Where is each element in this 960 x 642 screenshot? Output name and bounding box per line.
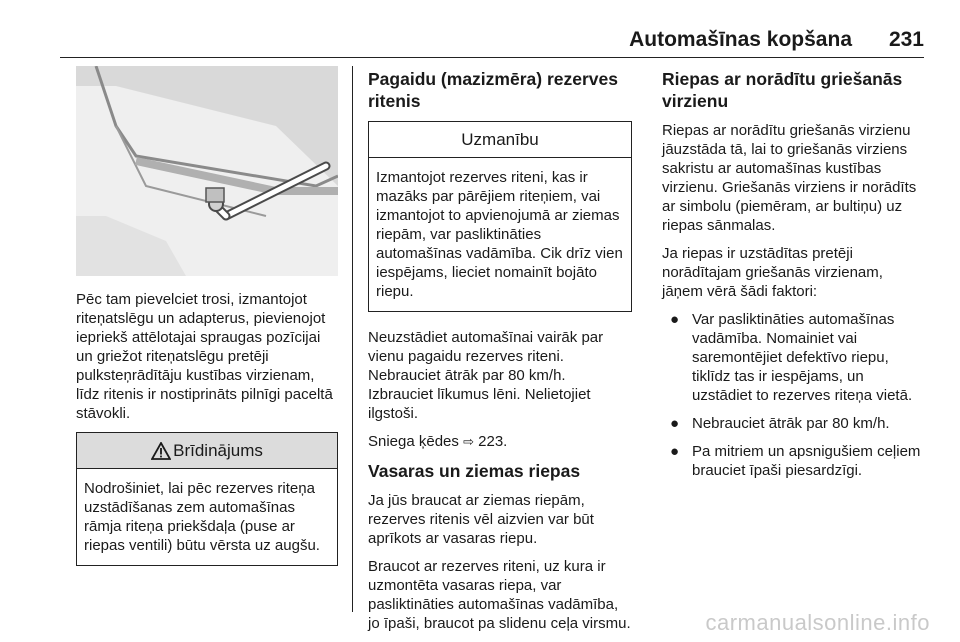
spare-wheel-instructions: Neuzstādiet automašīnai vairāk par vienu pagaidu rezerves riteni. Nebrauciet ātrāk par 80 km/h. Izbrauciet līkumus lēni. Nelietojiet ilgstoši. bbox=[368, 329, 604, 422]
column-middle bbox=[368, 66, 632, 642]
page-title: Automašīnas kopšana bbox=[629, 28, 852, 51]
bullet-icon: ● bbox=[670, 443, 680, 460]
bullet-icon: ● bbox=[670, 415, 680, 432]
page-ref-arrow-icon: ⇨ bbox=[463, 434, 474, 449]
warning-box-title: Brīdinājums bbox=[173, 440, 263, 460]
section-heading-summer-winter: Vasaras un ziemas riepas bbox=[368, 461, 581, 481]
caution-box-text: Izmantojot rezerves riteni, kas ir mazāks par pārējiem riteņiem, vai izmantojot to apvienojumā ar ziemas riepām, var pasliktināties automašīnas vadāmība. Cik drīz vien iespējams, lieciet nomainīt bojāto riepu. bbox=[376, 169, 623, 300]
warning-box-text: Nodrošiniet, lai pēc rezerves riteņa uzstādīšanas zem automašīnas rāmja riteņa priekšdaļa (puse ar riepas ventili) būtu vērsta uz augšu. bbox=[84, 480, 320, 554]
section-heading-directional-tyres: Riepas ar norādītu griešanās virzienu bbox=[662, 69, 903, 111]
watermark: carmanualsonline.info bbox=[705, 610, 930, 635]
caution-box-header: Uzmanību bbox=[369, 122, 631, 158]
warning-box bbox=[76, 432, 338, 566]
page-header bbox=[60, 22, 924, 58]
directional-tyres-list bbox=[662, 310, 926, 480]
header-rule bbox=[60, 57, 924, 58]
list-item: ● Pa mitriem un apsnigušiem ceļiem brauciet īpaši piesardzīgi. bbox=[670, 443, 921, 479]
warning-box-header bbox=[77, 433, 337, 469]
summer-winter-text-1: Ja jūs braucat ar ziemas riepām, rezerves ritenis vēl aizvien var būt aprīkots ar vasaras riepu. bbox=[368, 492, 594, 547]
snow-chains-label: Sniega ķēdes bbox=[368, 433, 459, 450]
column-right bbox=[662, 66, 926, 489]
warning-triangle-icon bbox=[151, 442, 171, 460]
list-item: ● Nebrauciet ātrāk par 80 km/h. bbox=[670, 415, 890, 432]
directional-tyres-text-2: Ja riepas ir uzstādītas pretēji norādītajam griešanās virzienam, jāņem vērā šādi faktori: bbox=[662, 245, 883, 300]
summer-winter-text-2: Braucot ar rezerves riteni, uz kura ir uzmontēta vasaras riepa, var pasliktināties automašīnas vadāmība, jo īpaši, braucot pa slidenu ceļa virsmu. bbox=[368, 558, 631, 632]
snow-chains-reference bbox=[368, 432, 632, 451]
caution-box bbox=[368, 121, 632, 312]
directional-tyres-text-1: Riepas ar norādītu griešanās virzienu jāuzstāda tā, lai to griešanās virziens sakristu ar automašīnas kustības virzienu. Griešanās virziens ir norādīts ar simbolu (piemēram, ar bultiņu) uz riepas sānmalas. bbox=[662, 122, 917, 234]
section-heading-temporary-spare: Pagaidu (mazizmēra) rezerves ritenis bbox=[368, 69, 618, 111]
page-number: 231 bbox=[888, 28, 924, 51]
tire-jack-illustration bbox=[76, 66, 338, 276]
snow-chains-page-link[interactable]: 223. bbox=[478, 433, 508, 450]
column-left bbox=[76, 66, 338, 582]
column-divider bbox=[352, 66, 353, 612]
bullet-icon: ● bbox=[670, 311, 680, 328]
list-item: ● Var pasliktināties automašīnas vadāmība. Nomainiet vai saremontējiet defektīvo riepu, tiklīdz tas ir iespējams, un uzstādiet to rezerves riteņa vietā. bbox=[670, 311, 913, 404]
instruction-text: Pēc tam pievelciet trosi, izmantojot riteņatslēgu un adapterus, pievienojot iepriekš attēlotajai spraugas pozīcijai un griežot riteņatslēgu pretēji pulksteņrādītāju kustības virzienam, līdz ritenis ir nostiprināts pilnīgi paceltā stāvokli. bbox=[76, 291, 333, 422]
